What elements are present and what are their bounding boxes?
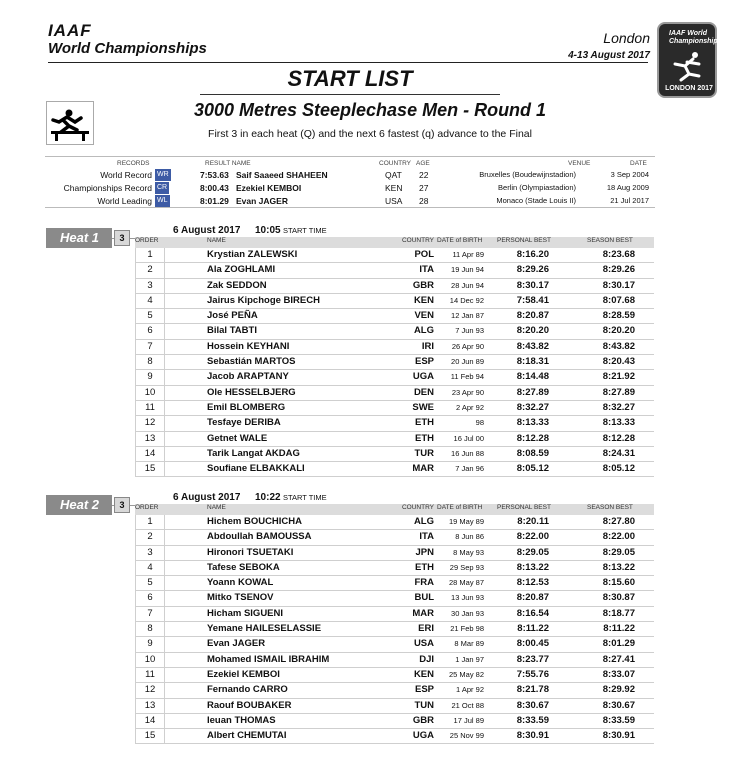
table-row (135, 355, 654, 370)
athlete-name: Zak SEDDON (207, 279, 267, 291)
page-title: START LIST (287, 66, 413, 91)
season-best: 8:29.92 (602, 684, 635, 696)
order-number: 13 (135, 432, 165, 447)
athlete-country: ALG (413, 325, 434, 337)
athlete-country: ESP (414, 684, 434, 696)
table-row (135, 729, 654, 744)
personal-best: 8:30.67 (516, 699, 549, 711)
athlete-country: UGA (412, 730, 434, 742)
heat-date: 6 August 2017 (173, 492, 241, 503)
season-best: 8:13.33 (602, 417, 635, 429)
personal-best: 8:30.91 (516, 730, 549, 742)
start-time-label: START TIME (283, 493, 327, 502)
season-best: 8:20.43 (602, 356, 635, 368)
record-result: 8:01.29 (200, 196, 229, 206)
record-date: 18 Aug 2009 (606, 183, 649, 192)
table-row (135, 622, 654, 637)
record-abbr: CR (155, 182, 169, 194)
order-number: 12 (135, 416, 165, 431)
table-row (135, 340, 654, 355)
season-best: 8:13.22 (602, 561, 635, 573)
athlete-name: Ole HESSELBJERG (207, 386, 296, 398)
personal-best: 8:20.87 (516, 592, 549, 604)
records-col-country: COUNTRY (379, 160, 412, 167)
order-number: 1 (135, 515, 165, 530)
athlete-dob: 11 Apr 89 (452, 250, 484, 259)
records-col-age: AGE (416, 160, 430, 167)
athlete-dob: 21 Feb 98 (450, 624, 484, 634)
personal-best: 8:29.26 (516, 264, 549, 276)
table-row (135, 370, 654, 385)
order-number: 9 (135, 637, 165, 652)
title-underline (200, 94, 500, 95)
athlete-dob: 14 Dec 92 (449, 295, 484, 305)
athlete-country: ALG (413, 516, 434, 527)
table-row (135, 653, 654, 668)
athlete-country: ETH (415, 432, 434, 444)
athlete-country: KEN (413, 668, 434, 680)
personal-best: 8:21.78 (516, 684, 549, 696)
athlete-name: Sebastián MARTOS (207, 356, 296, 368)
season-best: 8:30.87 (602, 592, 635, 604)
athlete-dob: 16 Jun 88 (451, 448, 484, 458)
record-result: 8:00.43 (200, 183, 229, 193)
athlete-name: Hossein KEYHANI (207, 340, 290, 352)
table-row (135, 447, 654, 462)
order-number: 10 (135, 653, 165, 668)
athlete-dob: 21 Oct 88 (451, 700, 484, 710)
season-best: 8:05.12 (602, 463, 635, 475)
order-number: 8 (135, 622, 165, 637)
athlete-country: ETH (415, 417, 434, 429)
personal-best: 8:29.05 (516, 546, 549, 558)
brand-subtitle: World Championships (48, 40, 207, 57)
order-number: 4 (135, 294, 165, 309)
personal-best: 8:14.48 (516, 371, 549, 383)
col-country: COUNTRY (401, 504, 434, 511)
personal-best: 7:55.76 (516, 668, 549, 680)
start-time-label: START TIME (283, 226, 327, 235)
season-best: 8:43.82 (602, 340, 635, 352)
header-divider (48, 62, 648, 63)
athlete-name: Soufiane ELBAKKALI (207, 463, 305, 475)
record-venue: Berlin (Olympiastadion) (498, 183, 576, 192)
season-best: 8:27.89 (602, 386, 635, 398)
order-number: 5 (135, 309, 165, 324)
record-country: KEN (385, 183, 403, 193)
record-holder: Saif Saaeed SHAHEEN (236, 170, 328, 180)
athlete-country: TUR (414, 447, 434, 459)
table-row (135, 546, 654, 561)
table-row (135, 263, 654, 278)
table-row (135, 683, 654, 698)
athlete-name: Mohamed ISMAIL IBRAHIM (207, 653, 330, 665)
athlete-country: ESP (414, 356, 434, 368)
brand-block (48, 22, 207, 57)
personal-best: 8:11.22 (517, 623, 549, 635)
record-country: USA (385, 196, 403, 206)
personal-best: 8:16.20 (516, 249, 549, 260)
athlete-dob: 30 Jan 93 (451, 608, 484, 618)
col-season-best: SEASON BEST (587, 237, 633, 244)
athlete-dob: 25 May 82 (448, 669, 484, 679)
heat-schedule (173, 492, 327, 503)
table-row (135, 515, 654, 530)
record-abbr: WR (155, 169, 171, 181)
season-best: 8:30.67 (602, 699, 635, 711)
order-number: 6 (135, 324, 165, 339)
athlete-name: Albert CHEMUTAI (207, 730, 287, 742)
record-label: World Record (100, 170, 152, 180)
personal-best: 8:30.17 (516, 279, 549, 291)
table-row (135, 668, 654, 683)
col-order: ORDER (135, 237, 159, 244)
order-number: 7 (135, 340, 165, 355)
records-col-date: DATE (630, 160, 647, 167)
season-best: 8:11.22 (603, 623, 635, 635)
col-order: ORDER (135, 504, 159, 511)
table-header (135, 504, 654, 515)
record-age: 22 (419, 170, 429, 180)
athlete-dob: 28 May 87 (448, 578, 484, 588)
athlete-name: Ezekiel KEMBOI (207, 668, 280, 680)
athlete-country: ERI (418, 623, 434, 635)
heat-name: Heat 2 (46, 495, 112, 515)
order-number: 15 (135, 729, 165, 744)
athlete-country: GBR (412, 279, 434, 291)
order-number: 8 (135, 355, 165, 370)
order-number: 12 (135, 683, 165, 698)
athlete-country: USA (413, 638, 434, 650)
athlete-country: ITA (419, 264, 434, 276)
col-personal-best: PERSONAL BEST (497, 237, 551, 244)
season-best: 8:27.41 (602, 653, 635, 665)
table-row (135, 386, 654, 401)
personal-best: 8:20.87 (516, 310, 549, 322)
heat-tab (46, 495, 132, 515)
athlete-name: Hichem BOUCHICHA (207, 516, 303, 527)
athlete-dob: 1 Apr 92 (456, 685, 484, 695)
athlete-dob: 29 Sep 93 (449, 562, 484, 572)
col-dob: DATE of BIRTH (437, 504, 483, 511)
order-number: 7 (135, 607, 165, 622)
table-row (135, 699, 654, 714)
records-col-venue: VENUE (568, 160, 591, 167)
record-label: World Leading (97, 196, 152, 206)
athlete-dob: 8 May 93 (453, 547, 484, 557)
athlete-dob: 7 Jan 96 (455, 464, 484, 474)
season-best: 8:29.05 (602, 546, 635, 558)
athlete-country: ITA (419, 531, 434, 543)
season-best: 8:27.80 (602, 516, 635, 527)
record-age: 28 (419, 196, 429, 206)
record-age: 27 (419, 183, 429, 193)
personal-best: 7:58.41 (516, 294, 549, 306)
season-best: 8:33.59 (602, 714, 635, 726)
athlete-name: Mitko TSENOV (207, 592, 274, 604)
table-row (135, 248, 654, 263)
season-best: 8:12.28 (602, 432, 635, 444)
order-number: 5 (135, 576, 165, 591)
athlete-name: Fernando CARRO (207, 684, 288, 696)
record-row (45, 169, 655, 181)
athlete-name: Hicham SIGUENI (207, 607, 284, 619)
table-row (135, 416, 654, 431)
table-row (135, 279, 654, 294)
heat-tab (46, 228, 132, 248)
heat-date: 6 August 2017 (173, 225, 241, 236)
order-number: 4 (135, 561, 165, 576)
order-number: 6 (135, 591, 165, 606)
season-best: 8:32.27 (602, 401, 635, 413)
table-row (135, 591, 654, 606)
championship-dates: 4-13 August 2017 (568, 50, 650, 61)
col-season-best: SEASON BEST (587, 504, 633, 511)
personal-best: 8:05.12 (516, 463, 549, 475)
personal-best: 8:20.11 (517, 516, 549, 527)
record-holder: Ezekiel KEMBOI (236, 183, 302, 193)
order-number: 14 (135, 447, 165, 462)
order-number: 1 (135, 248, 165, 263)
record-country: QAT (385, 170, 402, 180)
record-date: 3 Sep 2004 (610, 170, 649, 179)
heat-name: Heat 1 (46, 228, 112, 248)
season-best: 8:22.00 (602, 531, 635, 543)
athlete-name: Hironori TSUETAKI (207, 546, 294, 558)
col-name: NAME (207, 237, 226, 244)
records-table (45, 156, 655, 208)
heat-number-badge: 3 (114, 497, 130, 513)
steeplechase-icon (46, 101, 94, 145)
personal-best: 8:20.20 (516, 325, 549, 337)
athlete-dob: 98 (475, 418, 484, 428)
heat-schedule (173, 225, 327, 236)
table-row (135, 401, 654, 416)
athlete-country: TUN (414, 699, 434, 711)
table-row (135, 309, 654, 324)
athlete-dob: 2 Apr 92 (456, 402, 484, 412)
season-best: 8:30.17 (602, 279, 635, 291)
personal-best: 8:43.82 (516, 340, 549, 352)
record-result: 7:53.63 (200, 170, 229, 180)
personal-best: 8:13.33 (516, 417, 549, 429)
athlete-dob: 23 Apr 90 (451, 387, 484, 397)
col-dob: DATE of BIRTH (437, 237, 483, 244)
athlete-dob: 26 Apr 90 (451, 341, 484, 351)
athlete-country: SWE (412, 401, 434, 413)
championships-logo (657, 22, 722, 98)
athlete-name: Ieuan THOMAS (207, 714, 276, 726)
table-row (135, 530, 654, 545)
athlete-dob: 7 Jun 93 (455, 326, 484, 336)
qualification-rule: First 3 in each heat (Q) and the next 6 fastest (q) advance to the Final (208, 128, 532, 140)
order-number: 2 (135, 530, 165, 545)
athlete-name: Tarik Langat AKDAG (207, 447, 300, 459)
order-number: 11 (135, 401, 165, 416)
athlete-country: MAR (412, 607, 434, 619)
athlete-country: FRA (414, 577, 434, 589)
season-best: 8:28.59 (602, 310, 635, 322)
athlete-name: Abdoullah BAMOUSSA (207, 531, 312, 543)
athlete-name: Ala ZOGHLAMI (207, 264, 276, 276)
season-best: 8:23.68 (602, 249, 635, 260)
athlete-country: DJI (419, 653, 434, 665)
season-best: 8:30.91 (602, 730, 635, 742)
record-row (45, 182, 655, 194)
records-col-records: RECORDS (117, 160, 150, 167)
order-number: 14 (135, 714, 165, 729)
athlete-dob: 17 Jul 89 (453, 715, 484, 725)
table-row (135, 576, 654, 591)
record-holder: Evan JAGER (236, 196, 288, 206)
athlete-dob: 12 Jan 87 (451, 311, 484, 321)
start-list-table (135, 504, 654, 744)
col-country: COUNTRY (401, 237, 434, 244)
order-number: 13 (135, 699, 165, 714)
records-col-result-name: RESULT NAME (205, 160, 251, 167)
season-best: 8:07.68 (602, 294, 635, 306)
athlete-dob: 28 Jun 94 (451, 280, 484, 290)
athlete-dob: 25 Nov 99 (449, 731, 484, 741)
personal-best: 8:12.28 (516, 432, 549, 444)
athlete-dob: 1 Jan 97 (455, 654, 484, 664)
athlete-country: IRI (421, 340, 434, 352)
table-row (135, 607, 654, 622)
order-number: 10 (135, 386, 165, 401)
athlete-dob: 8 Mar 89 (454, 639, 484, 649)
season-best: 8:24.31 (602, 447, 635, 459)
athlete-name: Jairus Kipchoge BIRECH (207, 294, 320, 306)
order-number: 15 (135, 462, 165, 477)
table-row (135, 294, 654, 309)
personal-best: 8:18.31 (516, 356, 549, 368)
host-city: London (603, 30, 650, 46)
table-row (135, 462, 654, 477)
athlete-dob: 11 Feb 94 (450, 372, 484, 382)
athlete-name: José PEÑA (207, 310, 258, 322)
personal-best: 8:33.59 (516, 714, 549, 726)
order-number: 3 (135, 279, 165, 294)
season-best: 8:15.60 (602, 577, 635, 589)
table-row (135, 637, 654, 652)
order-number: 2 (135, 263, 165, 278)
personal-best: 8:12.53 (516, 577, 549, 589)
runner-logo-icon (665, 50, 713, 82)
table-header (135, 237, 654, 248)
athlete-dob: 19 May 89 (448, 517, 484, 526)
iaaf-wordmark: IAAF (48, 21, 92, 40)
season-best: 8:29.26 (602, 264, 635, 276)
athlete-country: BUL (414, 592, 434, 604)
record-venue: Bruxelles (Boudewijnstadion) (479, 170, 576, 179)
table-row (135, 324, 654, 339)
record-abbr: WL (155, 195, 170, 207)
record-label: Championships Record (63, 183, 152, 193)
athlete-dob: 13 Jun 93 (451, 593, 484, 603)
athlete-name: Emil BLOMBERG (207, 401, 286, 413)
athlete-name: Krystian ZALEWSKI (207, 249, 298, 260)
athlete-country: GBR (412, 714, 434, 726)
athlete-name: Tesfaye DERIBA (207, 417, 281, 429)
heat-start-time: 10:05 (255, 225, 281, 236)
personal-best: 8:27.89 (516, 386, 549, 398)
athlete-country: DEN (413, 386, 434, 398)
order-number: 3 (135, 546, 165, 561)
athlete-country: UGA (412, 371, 434, 383)
season-best: 8:33.07 (602, 668, 635, 680)
athlete-name: Bilal TABTI (207, 325, 257, 337)
season-best: 8:21.92 (602, 371, 635, 383)
athlete-name: Raouf BOUBAKER (207, 699, 292, 711)
order-number: 9 (135, 370, 165, 385)
logo-footer: LONDON 2017 (665, 85, 713, 92)
col-personal-best: PERSONAL BEST (497, 504, 551, 511)
table-row (135, 561, 654, 576)
col-name: NAME (207, 504, 226, 511)
athlete-name: Yoann KOWAL (207, 577, 274, 589)
athlete-name: Evan JAGER (207, 638, 266, 650)
personal-best: 8:08.59 (516, 447, 549, 459)
athlete-country: KEN (413, 294, 434, 306)
athlete-dob: 19 Jun 94 (451, 265, 484, 275)
personal-best: 8:16.54 (516, 607, 549, 619)
athlete-dob: 16 Jul 00 (453, 433, 484, 443)
personal-best: 8:22.00 (516, 531, 549, 543)
personal-best: 8:13.22 (516, 561, 549, 573)
logo-text: IAAF World Championships (669, 30, 722, 45)
athlete-country: VEN (414, 310, 434, 322)
start-list-table (135, 237, 654, 477)
heat-start-time: 10:22 (255, 492, 281, 503)
record-date: 21 Jul 2017 (610, 196, 649, 205)
record-venue: Monaco (Stade Louis II) (496, 196, 576, 205)
table-row (135, 714, 654, 729)
record-row (45, 195, 655, 207)
athlete-country: ETH (415, 561, 434, 573)
season-best: 8:20.20 (602, 325, 635, 337)
athlete-name: Yemane HAILESELASSIE (207, 623, 322, 635)
season-best: 8:01.29 (602, 638, 635, 650)
athlete-country: JPN (415, 546, 434, 558)
athlete-country: POL (414, 249, 434, 260)
heat-number-badge: 3 (114, 230, 130, 246)
event-title: 3000 Metres Steeplechase Men - Round 1 (193, 100, 547, 120)
personal-best: 8:00.45 (516, 638, 549, 650)
personal-best: 8:23.77 (516, 653, 549, 665)
order-number: 11 (135, 668, 165, 683)
table-row (135, 432, 654, 447)
athlete-name: Tafese SEBOKA (207, 561, 280, 573)
athlete-name: Jacob ARAPTANY (207, 371, 289, 383)
personal-best: 8:32.27 (516, 401, 549, 413)
athlete-dob: 8 Jun 86 (455, 532, 484, 542)
athlete-dob: 20 Jun 89 (451, 357, 484, 367)
season-best: 8:18.77 (602, 607, 635, 619)
athlete-country: MAR (412, 463, 434, 475)
athlete-name: Getnet WALE (207, 432, 268, 444)
